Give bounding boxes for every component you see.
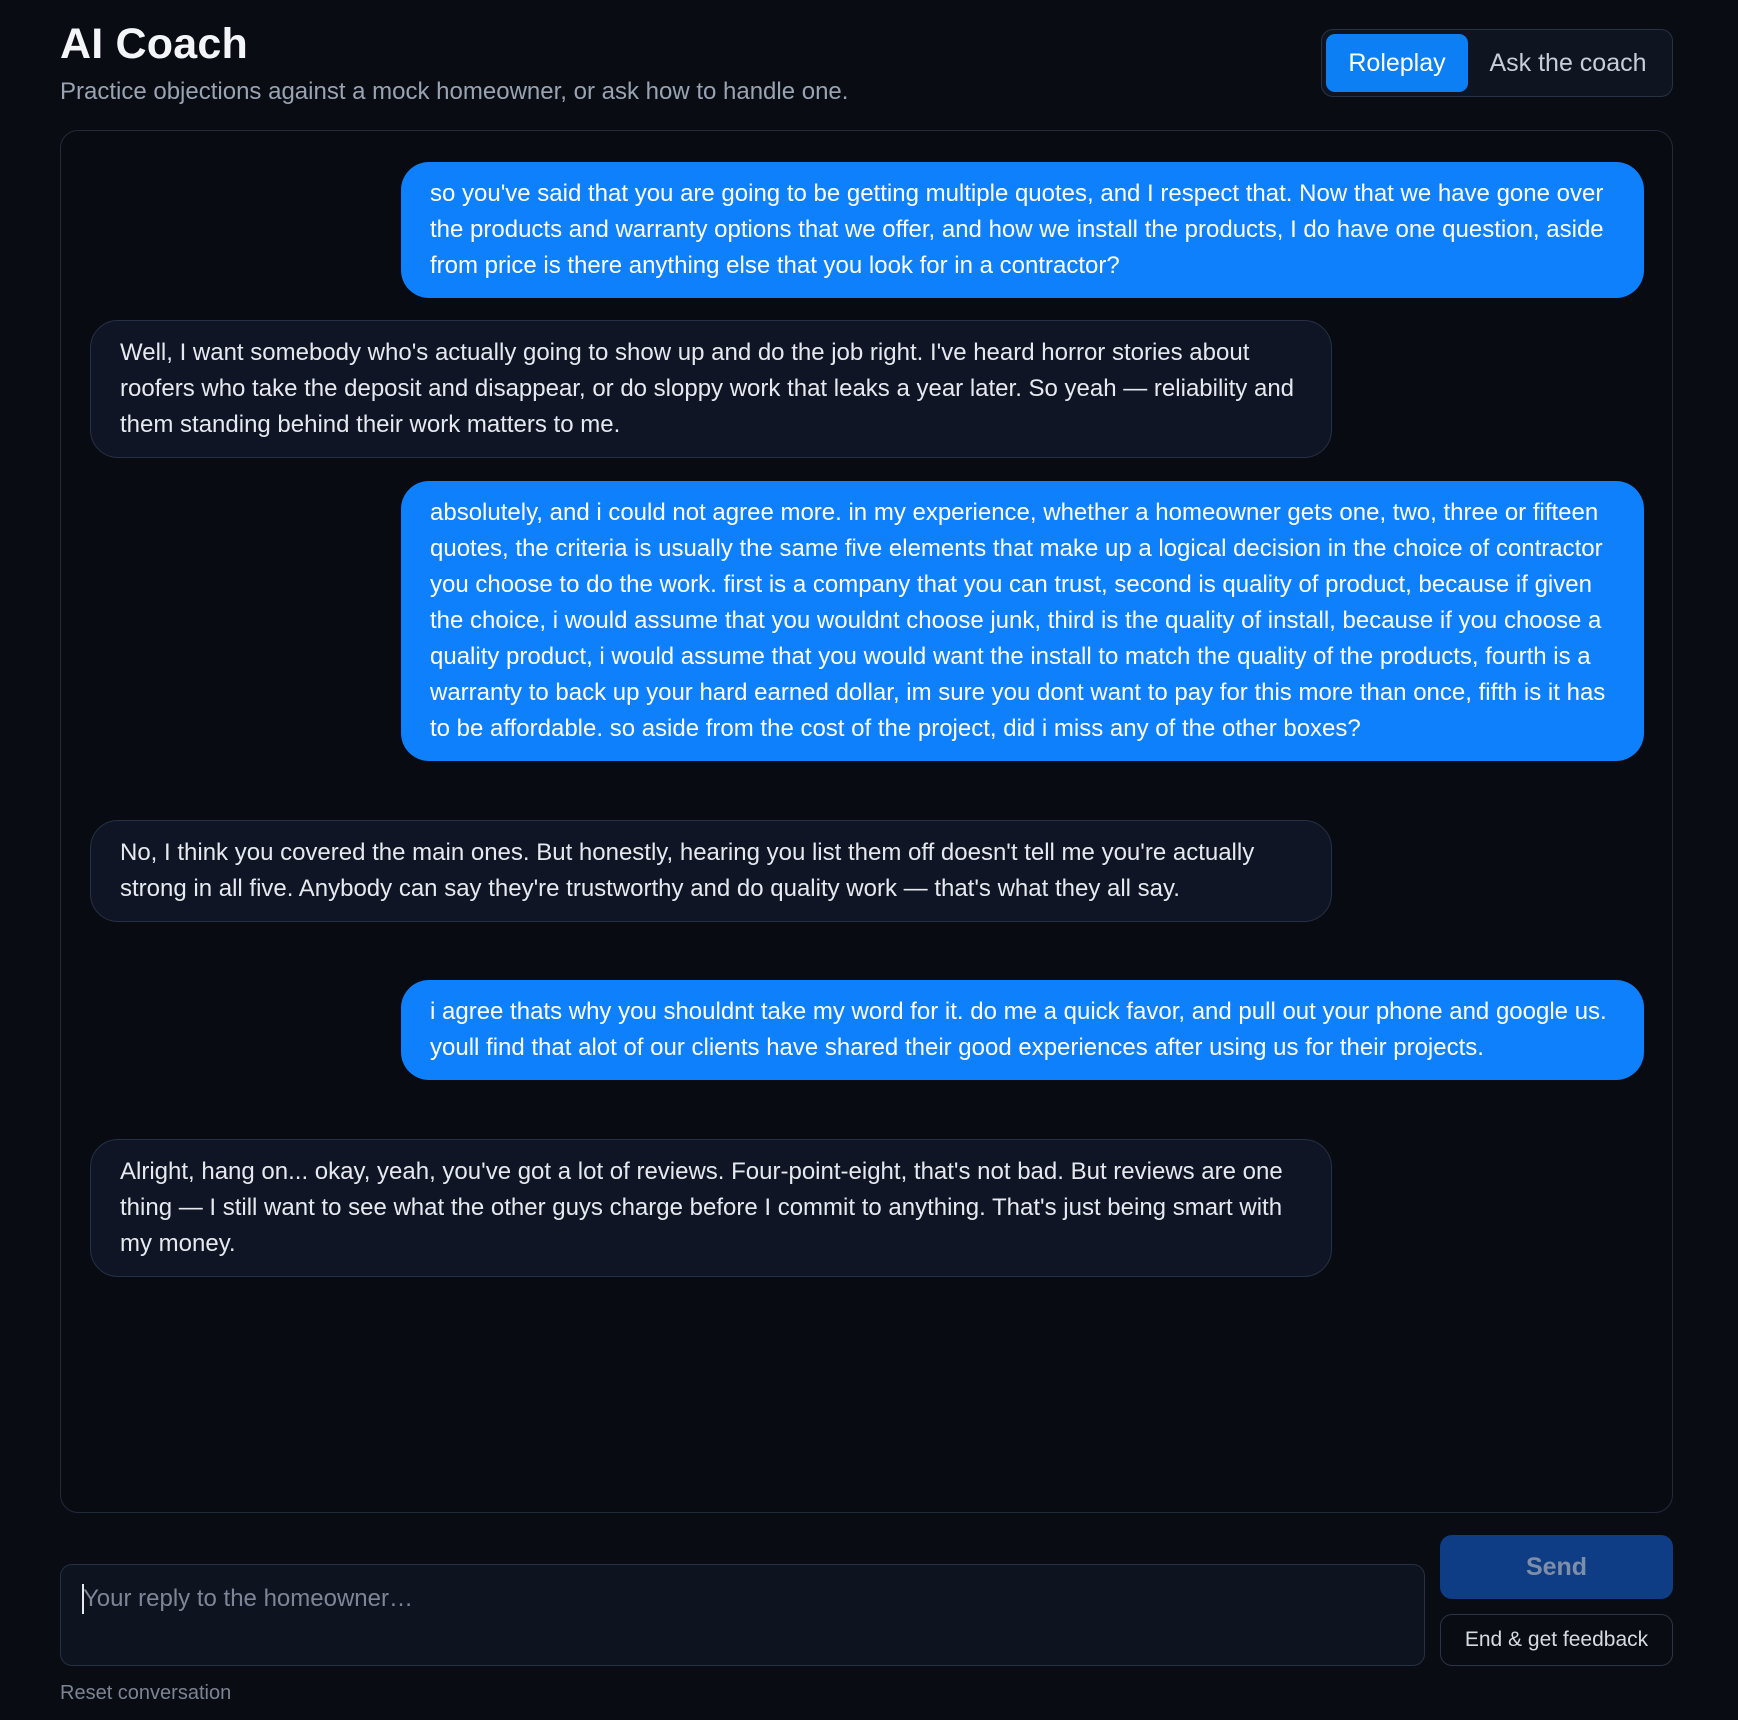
homeowner-message: No, I think you covered the main ones. But honestly, hearing you list them off doesn't tell me you're actually strong in all five. Anybody can say they're trustworthy and do quality work — that's what they all say.: [90, 820, 1332, 922]
chat-panel[interactable]: [60, 130, 1673, 1513]
text-caret: [82, 1584, 84, 1614]
tab-ask-the-coach[interactable]: Ask the coach: [1489, 48, 1647, 77]
user-message: so you've said that you are going to be getting multiple quotes, and I respect that. Now that we have gone over the products and warranty options that we offer, and how we install the products, I do have one question, aside from price is there anything else that you look for in a contractor?: [401, 162, 1644, 298]
reset-conversation-link[interactable]: Reset conversation: [60, 1682, 232, 1704]
user-message: absolutely, and i could not agree more. in my experience, whether a homeowner gets one, two, three or fifteen quotes, the criteria is usually the same five elements that make up a logical decision in the choice of contractor you choose to do the work. first is a company that you can trust, second is quality of product, because if given the choice, i would assume that you wouldnt choose junk, third is the quality of install, because if you choose a quality product, i would assume that you would want the install to match the quality of the products, fourth is a warranty to back up your hard earned dollar, im sure you dont want to pay for this more than once, fifth is it has to be affordable. so aside from the cost of the project, did i miss any of the other boxes?: [401, 481, 1644, 761]
homeowner-message: Well, I want somebody who's actually going to show up and do the job right. I've heard horror stories about roofers who take the deposit and disappear, or do sloppy work that leaks a year later. So yeah — reliability and them standing behind their work matters to me.: [90, 320, 1332, 458]
homeowner-message: Alright, hang on... okay, yeah, you've got a lot of reviews. Four-point-eight, that's not bad. But reviews are one thing — I still want to see what the other guys charge before I commit to anything. That's just being smart with my money.: [90, 1139, 1332, 1277]
reply-input[interactable]: [60, 1564, 1425, 1666]
tab-roleplay[interactable]: Roleplay: [1326, 34, 1468, 92]
page-subtitle: Practice objections against a mock homeowner, or ask how to handle one.: [60, 78, 849, 105]
page-title: AI Coach: [60, 20, 248, 68]
end-and-get-feedback-button[interactable]: End & get feedback: [1440, 1614, 1673, 1666]
mode-toggle: [1321, 29, 1673, 97]
send-button[interactable]: Send: [1440, 1535, 1673, 1599]
user-message: i agree thats why you shouldnt take my word for it. do me a quick favor, and pull out your phone and google us. youll find that alot of our clients have shared their good experiences after using us for their projects.: [401, 980, 1644, 1080]
